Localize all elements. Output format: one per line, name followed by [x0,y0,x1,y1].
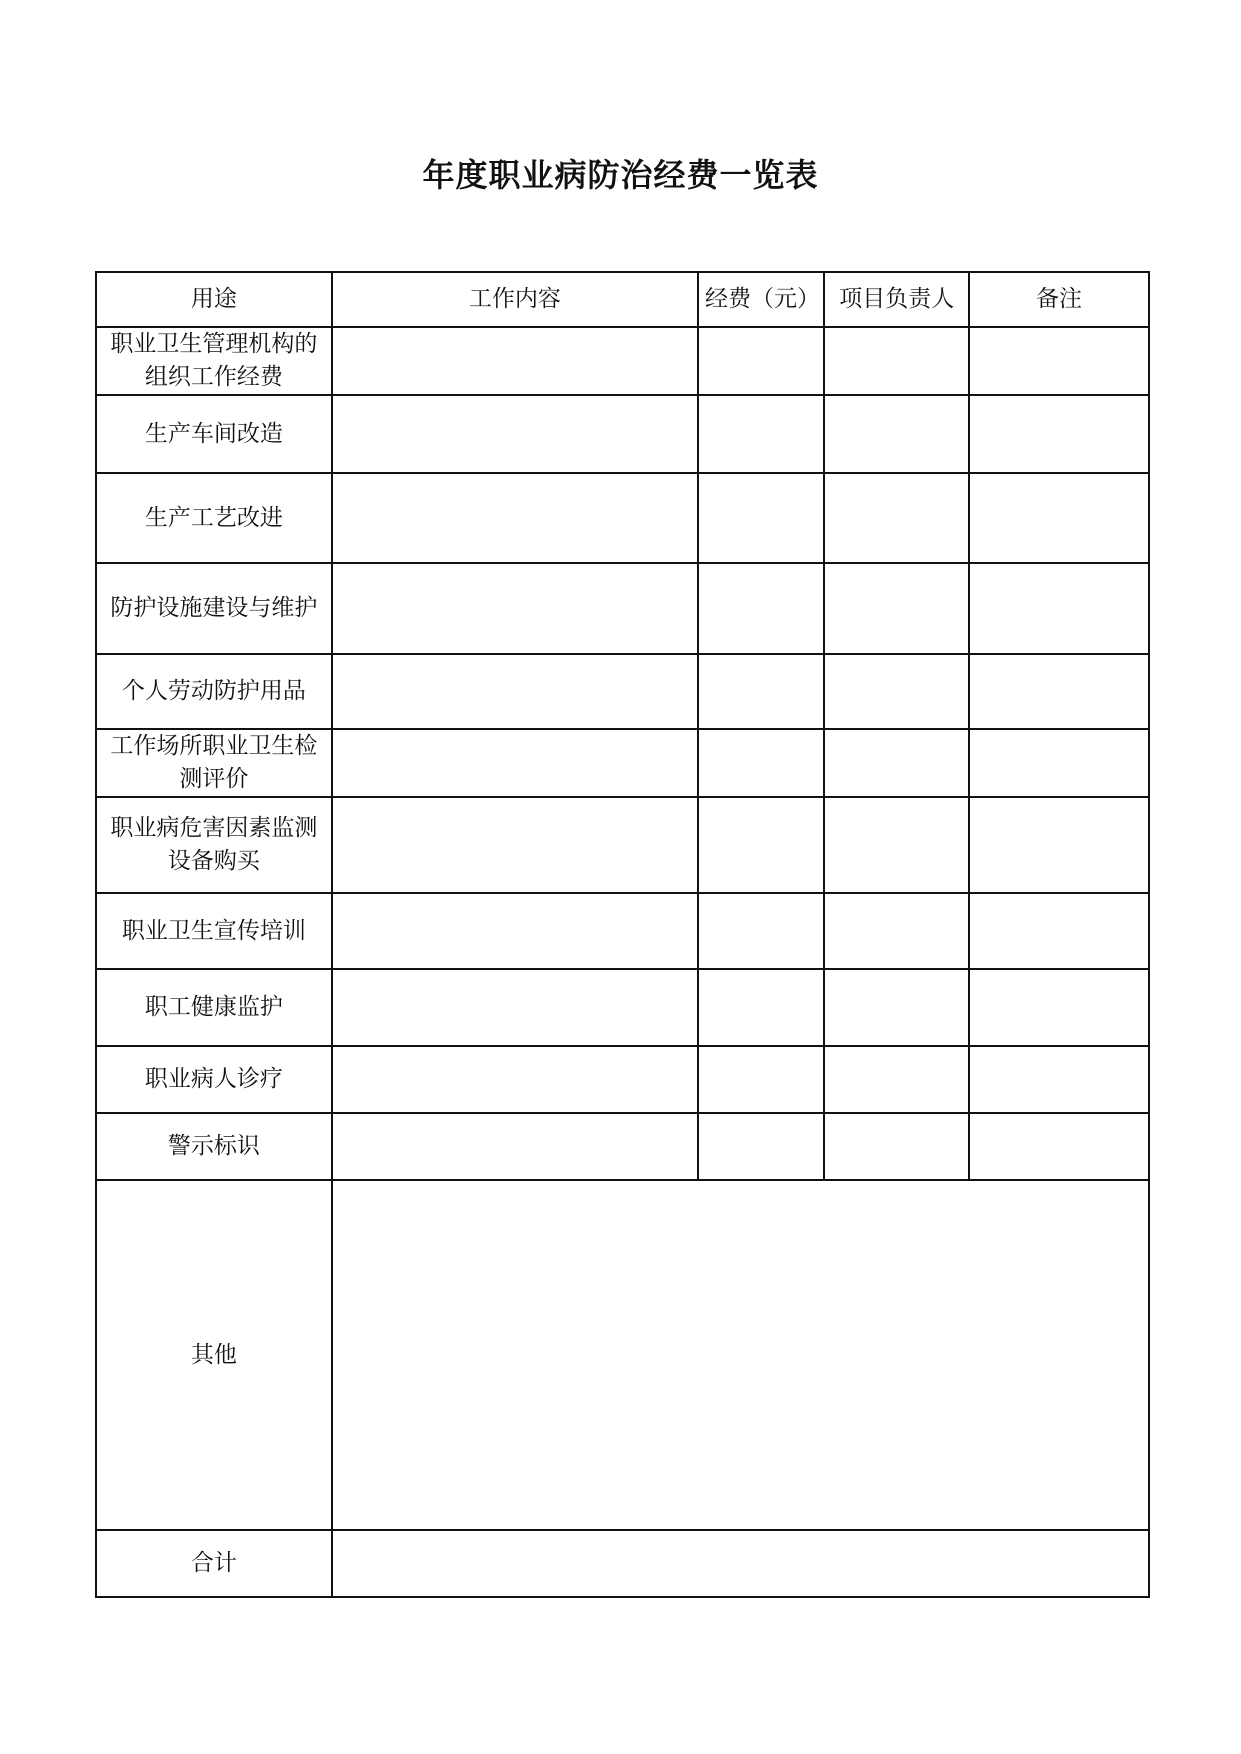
remark-cell[interactable] [969,797,1149,893]
owner-cell[interactable] [824,327,969,395]
table-row [96,395,1149,473]
owner-cell[interactable] [824,1113,969,1180]
content-cell[interactable] [332,729,698,797]
cost-cell[interactable] [698,654,824,729]
other-content-cell[interactable] [332,1180,1149,1530]
cost-cell[interactable] [698,1113,824,1180]
content-cell[interactable] [332,893,698,969]
remark-cell[interactable] [969,563,1149,654]
owner-cell[interactable] [824,893,969,969]
owner-cell[interactable] [824,654,969,729]
remark-cell[interactable] [969,969,1149,1046]
table-row-total [96,1530,1149,1597]
table-row [96,1113,1149,1180]
owner-cell[interactable] [824,969,969,1046]
remark-cell[interactable] [969,893,1149,969]
usage-cell: 职工健康监护 [96,969,332,1046]
header-cost: 经费（元） [698,272,824,327]
table-row [96,473,1149,563]
content-cell[interactable] [332,395,698,473]
header-content: 工作内容 [332,272,698,327]
remark-cell[interactable] [969,1046,1149,1113]
usage-cell: 生产车间改造 [96,395,332,473]
remark-cell[interactable] [969,729,1149,797]
cost-cell[interactable] [698,395,824,473]
owner-cell[interactable] [824,797,969,893]
header-remark: 备注 [969,272,1149,327]
table-row-other [96,1180,1149,1530]
usage-cell: 防护设施建设与维护 [96,563,332,654]
content-cell[interactable] [332,563,698,654]
table-row [96,729,1149,797]
usage-cell: 生产工艺改进 [96,473,332,563]
usage-cell: 工作场所职业卫生检测评价 [96,729,332,797]
cost-cell[interactable] [698,563,824,654]
usage-cell: 职业卫生宣传培训 [96,893,332,969]
usage-cell: 其他 [96,1180,332,1530]
header-owner: 项目负责人 [824,272,969,327]
cost-cell[interactable] [698,327,824,395]
remark-cell[interactable] [969,395,1149,473]
owner-cell[interactable] [824,473,969,563]
table-header-row [96,272,1149,327]
cost-cell[interactable] [698,473,824,563]
owner-cell[interactable] [824,395,969,473]
remark-cell[interactable] [969,473,1149,563]
table-row [96,327,1149,395]
content-cell[interactable] [332,654,698,729]
content-cell[interactable] [332,797,698,893]
remark-cell[interactable] [969,327,1149,395]
owner-cell[interactable] [824,1046,969,1113]
cost-cell[interactable] [698,1046,824,1113]
owner-cell[interactable] [824,563,969,654]
content-cell[interactable] [332,327,698,395]
content-cell[interactable] [332,473,698,563]
usage-cell: 个人劳动防护用品 [96,654,332,729]
header-usage: 用途 [96,272,332,327]
usage-cell: 职业卫生管理机构的组织工作经费 [96,327,332,395]
usage-cell: 合计 [96,1530,332,1597]
table-row [96,654,1149,729]
content-cell[interactable] [332,1046,698,1113]
total-content-cell[interactable] [332,1530,1149,1597]
cost-cell[interactable] [698,893,824,969]
cost-cell[interactable] [698,797,824,893]
remark-cell[interactable] [969,1113,1149,1180]
cost-cell[interactable] [698,969,824,1046]
table-row [96,563,1149,654]
expense-table [95,271,1150,1598]
page-title: 年度职业病防治经费一览表 [422,156,819,194]
table-row [96,797,1149,893]
content-cell[interactable] [332,969,698,1046]
usage-cell: 警示标识 [96,1113,332,1180]
remark-cell[interactable] [969,654,1149,729]
usage-cell: 职业病人诊疗 [96,1046,332,1113]
table-row [96,1046,1149,1113]
table-row [96,969,1149,1046]
cost-cell[interactable] [698,729,824,797]
owner-cell[interactable] [824,729,969,797]
content-cell[interactable] [332,1113,698,1180]
usage-cell: 职业病危害因素监测设备购买 [96,797,332,893]
table-row [96,893,1149,969]
